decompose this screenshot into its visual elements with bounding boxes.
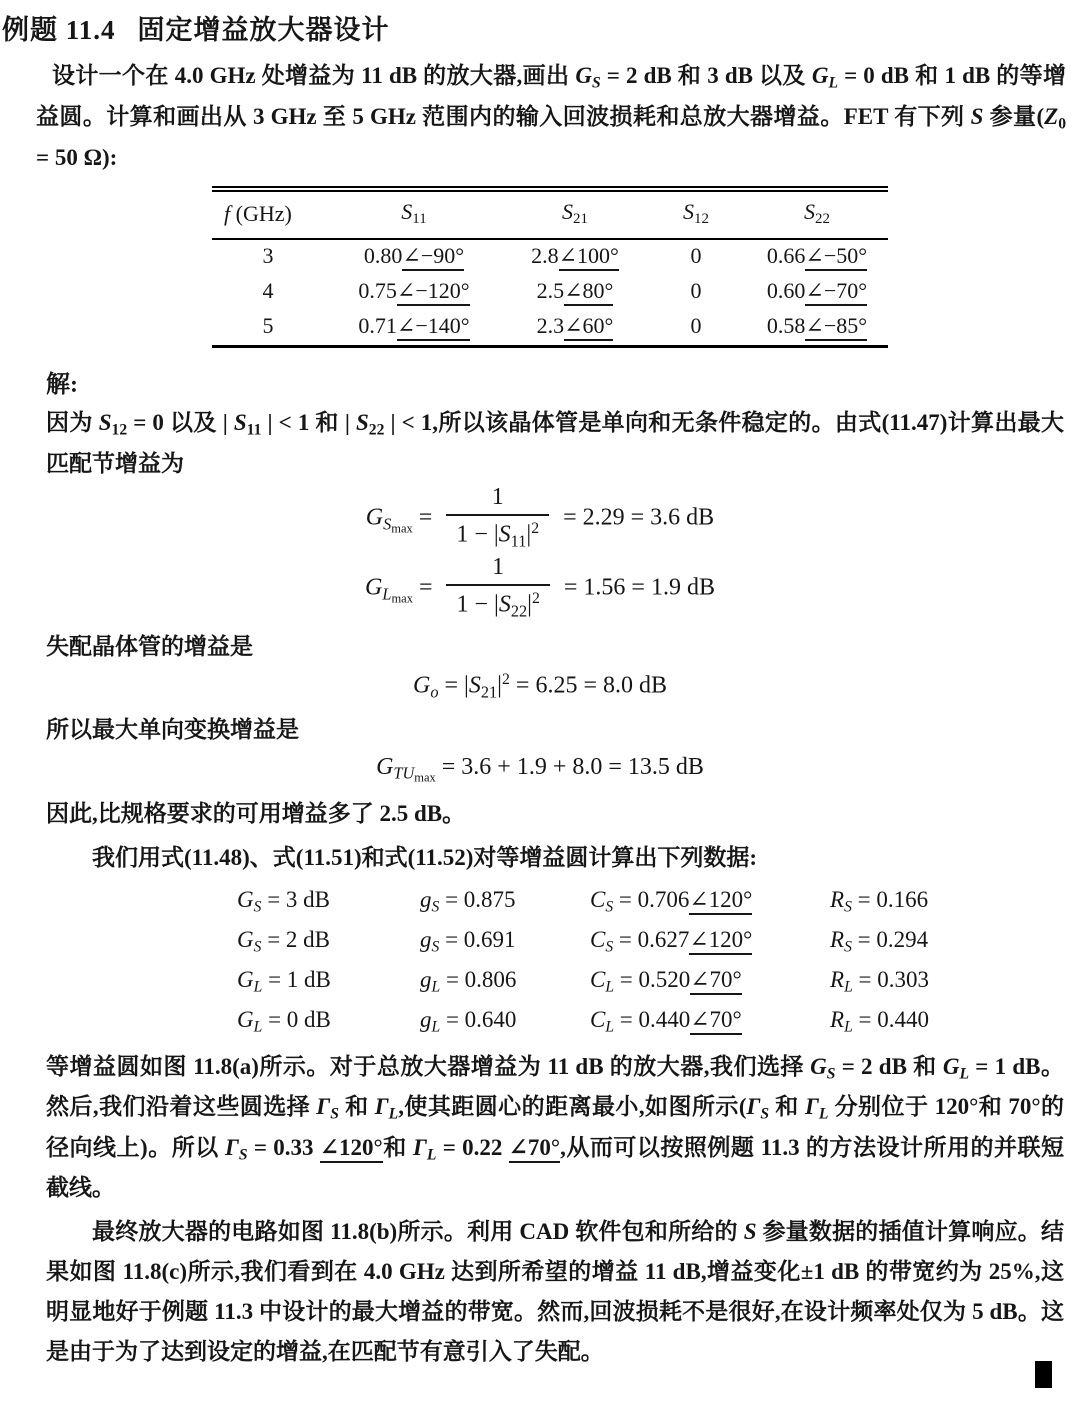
col-header-s22: S22: [746, 189, 888, 239]
table-row: [212, 239, 888, 275]
table-row: [212, 275, 888, 310]
equation-gtumax: $GTU_{max} = 3.6 + 1.9 + 8.0 = 13.5$ dB: [376, 754, 704, 785]
equation-gsmax: $GS_{max}$ = $\frac{1}{1 - |S11|^2}$ = 2.29 = 3.6 dB: [365, 484, 715, 550]
cell-s11: 0.75∠−120°: [324, 275, 504, 310]
problem-statement: 设计一个在 4.0 GHz 处增益为 11 dB 的放大器,画出 GS = 2 dB 和 3 dB 以及 GL = 0 dB 和 1 dB 的等增益圆。计算和画出从 3 GHz 至 5 GHz 范围内的输入回波损耗和总放大器增益。FET 有下列 S 参量(Z0 = 50 Ω):: [36, 63, 1066, 170]
unilateral-gain-lead: 所以最大单向变换增益是: [46, 717, 299, 743]
angle-value: ∠−85°: [805, 313, 867, 341]
angle-value: ∠−50°: [805, 243, 867, 271]
cell-frequency: 4: [262, 278, 274, 304]
angle-value: ∠80°: [564, 278, 613, 306]
gain-circle-data-lead: 我们用式(11.48)、式(11.51)和式(11.52)对等增益圆计算出下列数据:: [92, 844, 758, 870]
solution-label: 解:: [46, 372, 78, 399]
example-title: 固定增益放大器设计: [137, 15, 390, 45]
gain-value: GS = 2 dB: [237, 926, 330, 956]
cell-s12: 0: [690, 278, 702, 304]
angle-value: ∠−70°: [805, 278, 867, 306]
gain-circle-row: [237, 1006, 1080, 1037]
equation-go: $Go = |S21|^2 = 6.25 = 8.0$ dB: [413, 670, 667, 702]
final-results-paragraph: 最终放大器的电路如图 11.8(b)所示。利用 CAD 软件包和所给的 S 参量数据的插值计算响应。结果如图 11.8(c)所示,我们看到在 4.0 GHz 达到所希望的增益 11 dB,增益变化±1 dB 的带宽约为 25%,这明显地好于例题 11.3 中设计的最大增益的带宽。然而,回波损耗不是很好,在设计频率处仅为 5 dB。这是由于为了达到设定的增益,在匹配节有意引入了失配。: [46, 1219, 1065, 1365]
surplus-gain-note: 因此,比规格要求的可用增益多了 2.5 dB。: [46, 800, 466, 826]
angle-value: ∠−140°: [397, 313, 470, 341]
cell-s11: 0.71∠−140°: [324, 310, 504, 347]
cell-s21: 2.8∠100°: [504, 239, 646, 275]
gain-circle-row: [237, 926, 1080, 957]
table-header-row: [212, 189, 888, 239]
cell-s11: 0.80∠−90°: [324, 239, 504, 275]
gain-value: GS = 3 dB: [237, 886, 330, 916]
angle-value: ∠−90°: [402, 243, 464, 271]
col-header-s11: S11: [324, 189, 504, 239]
circle-radius-value: RS = 0.166: [830, 886, 929, 916]
gain-value: GL = 1 dB: [237, 966, 331, 996]
cell-frequency: 5: [262, 313, 274, 339]
circle-center-value: CS = 0.706∠120°: [590, 886, 753, 916]
circle-radius-value: RL = 0.303: [830, 966, 929, 996]
cell-s12: 0: [690, 313, 702, 339]
normalized-gain-value: gS = 0.875: [420, 886, 516, 916]
table-row: [212, 310, 888, 347]
mismatch-gain-lead: 失配晶体管的增益是: [46, 633, 253, 659]
gain-circle-data-table: [237, 886, 1080, 1037]
angle-value: ∠−120°: [397, 278, 470, 306]
cell-s21: 2.3∠60°: [504, 310, 646, 347]
stability-paragraph: 因为 S12 = 0 以及 | S11 | < 1 和 | S22 | < 1,所以该晶体管是单向和无条件稳定的。由式(11.47)计算出最大匹配节增益为: [46, 410, 1064, 477]
circle-selection-paragraph: 等增益圆如图 11.8(a)所示。对于总放大器增益为 11 dB 的放大器,我们选择 GS = 2 dB 和 GL = 1 dB。然后,我们沿着这些圆选择 ΓS 和 ΓL,使其距圆心的距离最小,如图所示(ΓS 和 ΓL 分别位于 120°和 70°的径向线上)。所以 ΓS = 0.33 ∠120°和 ΓL = 0.22 ∠70°,从而可以按照例题 11.3 的方法设计所用的并联短截线。: [46, 1053, 1065, 1201]
normalized-gain-value: gL = 0.806: [420, 966, 517, 996]
end-of-example-marker: [1035, 1361, 1052, 1388]
equation-glmax: $GL_{max}$ = $\frac{1}{1 - |S22|^2}$ = 1.56 = 1.9 dB: [365, 554, 715, 621]
col-header-frequency: f (GHz): [212, 189, 324, 239]
col-header-s12: S12: [646, 189, 746, 239]
example-heading: [2, 8, 1080, 47]
cell-s12: 0: [690, 243, 702, 269]
angle-value: ∠60°: [564, 313, 613, 341]
circle-center-value: CL = 0.520∠70°: [590, 966, 742, 996]
cell-frequency: 3: [262, 243, 274, 269]
circle-radius-value: RL = 0.440: [830, 1006, 929, 1036]
gain-value: GL = 0 dB: [237, 1006, 331, 1036]
col-header-s21: S21: [504, 189, 646, 239]
cell-s21: 2.5∠80°: [504, 275, 646, 310]
angle-value: ∠100°: [559, 243, 619, 271]
gain-circle-row: [237, 966, 1080, 997]
example-number: 例题 11.4: [2, 15, 116, 45]
final-results-block: [0, 1212, 1080, 1372]
gain-circle-row: [237, 886, 1080, 917]
circle-center-value: CS = 0.627∠120°: [590, 926, 753, 956]
s-parameter-table: [212, 186, 888, 348]
circle-center-value: CL = 0.440∠70°: [590, 1006, 742, 1036]
circle-radius-value: RS = 0.294: [830, 926, 929, 956]
cell-s22: 0.66∠−50°: [746, 239, 888, 275]
cell-s22: 0.58∠−85°: [746, 310, 888, 347]
normalized-gain-value: gS = 0.691: [420, 926, 516, 956]
cell-s22: 0.60∠−70°: [746, 275, 888, 310]
normalized-gain-value: gL = 0.640: [420, 1006, 517, 1036]
